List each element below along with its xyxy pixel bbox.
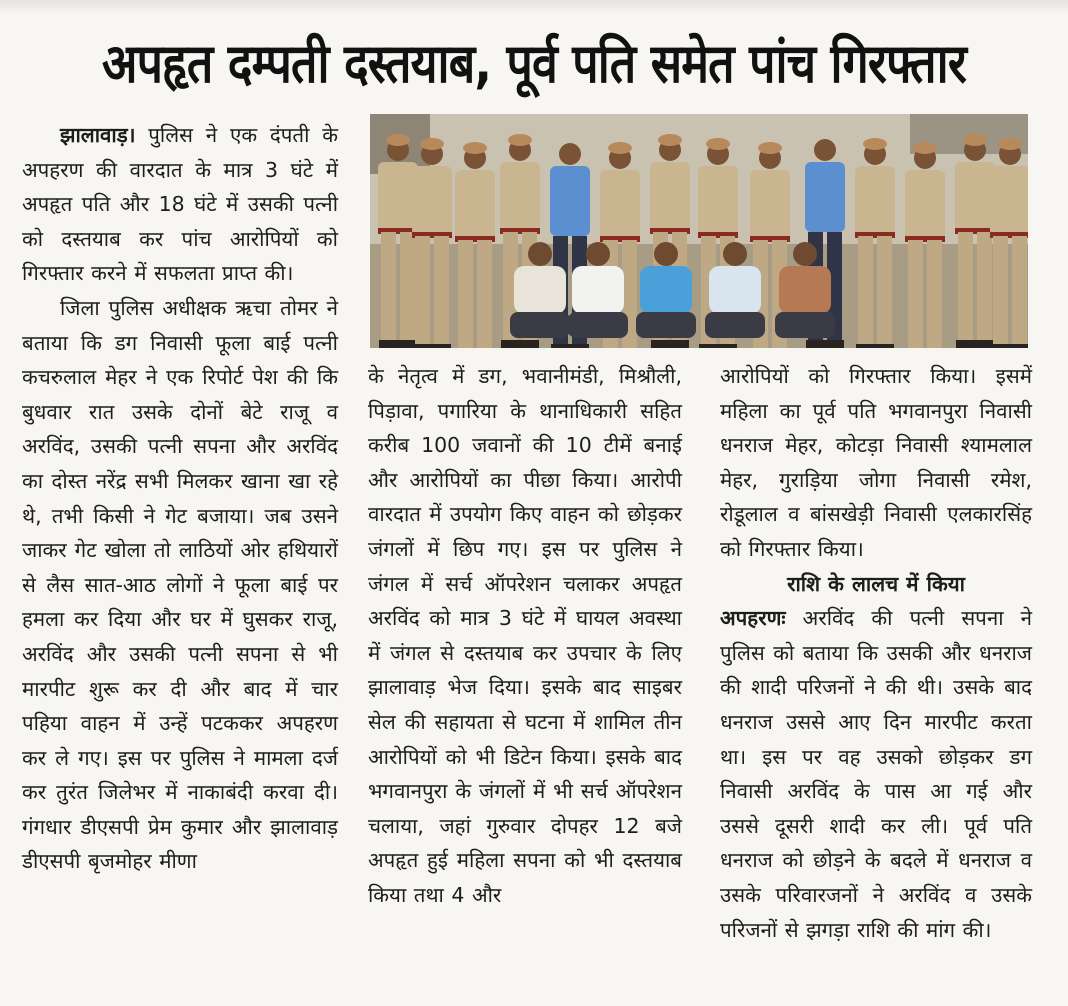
article-column-3	[720, 359, 1032, 947]
paragraph-2: जिला पुलिस अधीक्षक ऋचा तोमर ने बताया कि डग निवासी फूला बाई पत्नी कचरुलाल मेहर ने एक रिपोर्ट पेश की कि बुधवार रात उसके दोनों बेटे राजू व अरविंद, उसकी पत्नी सपना और अरविंद का दोस्त नरेंद्र सभी मिलकर खाना खा रहे थे, तभी किसी ने गेट बजाया। जब उसने जाकर गेट खोला तो लाठियों ओर हथियारों से लैस सात-आठ लोगों ने फूला बाई पर हमला कर दिया और घर में घुसकर राजू, अरविंद और उसकी पत्नी सपना से भी मारपीट शुरू कर दी और बाद में चार पहिया वाहन में उन्हें पटककर अपहरण कर ले गए। इस पर पुलिस ने मामला दर्ज कर तुरंत जिलेभर में नाकाबंदी करवा दी। गंगधार डीएसपी प्रेम कुमार और झालावाड़ डीएसपी बृजमोहर मीणा	[22, 295, 338, 874]
person-leg	[927, 240, 942, 348]
beret	[608, 142, 632, 154]
paragraph-3: के नेतृत्व में डग, भवानीमंडी, मिश्रौली, पिड़ावा, पगारिया के थानाधिकारी सहित करीब 100 जवानों की 10 टीमें बनाई और आरोपियों का पीछा किया। आरोपी वारदात में उपयोग किए वाहन को छोड़कर जंगलों में छिप गए। इस पर पुलिस ने जंगल में सर्च ऑपरेशन चलाकर अपहृत अरविंद को मात्र 3 घंटे में घायल अवस्था में जंगल से दस्तयाब कर उपचार के लिए झालावाड़ भेज दिया। इसके बाद साइबर सेल की सहायता से घटना में शामिल तीन आरोपियों को भी डिटेन किया। इसके बाद भगवानपुरा के जंगलों में भी सर्च ऑपरेशन चलाया, जहां गुरुवार दोपहर 12 बजे अपहृत हुई महिला सपना को भी दस्तयाब किया तथा 4 और	[368, 364, 682, 907]
person-shirt	[650, 162, 690, 232]
article-column-2	[368, 359, 682, 913]
beret	[658, 134, 682, 146]
subheading: राशि के लालच में किया	[787, 571, 965, 596]
person-shoes	[551, 344, 589, 348]
headline: अपहृत दम्पती दस्तयाब, पूर्व पति समेत पांच गिरफ्तार	[102, 32, 966, 95]
beret	[998, 138, 1022, 150]
person-shirt	[600, 170, 640, 240]
accused-head	[586, 242, 610, 266]
person-shoes	[956, 340, 994, 348]
paragraph-4: आरोपियों को गिरफ्तार किया। इसमें महिला का पूर्व पति भगवानपुरा निवासी धनराज मेहर, कोटड़ा निवासी श्यामलाल मेहर, गुराड़िया जोगा निवासी रमेश, रोडूलाल व बांसखेड़ी निवासी एलकारसिंह को गिरफ्तार किया।	[720, 364, 1032, 561]
subheading-lead: अपहरणः	[720, 606, 786, 631]
accused-head	[793, 242, 817, 266]
accused-head	[654, 242, 678, 266]
beret	[386, 134, 410, 146]
person-shoes	[379, 340, 417, 348]
person-leg	[415, 236, 430, 346]
beret	[420, 138, 444, 150]
person-leg	[477, 240, 492, 348]
person-leg	[958, 232, 973, 342]
person-leg	[400, 232, 415, 342]
beret	[913, 142, 937, 154]
beret	[706, 138, 730, 150]
accused-head	[723, 242, 747, 266]
person-shirt	[990, 166, 1028, 236]
person-leg	[1012, 236, 1027, 346]
person-head	[559, 143, 581, 165]
person-shoes	[699, 344, 737, 348]
person-leg	[381, 232, 396, 342]
accused-shirt	[514, 266, 566, 314]
accused-legs	[510, 312, 570, 338]
beret	[863, 138, 887, 150]
person-leg	[434, 236, 449, 346]
person-leg	[977, 232, 992, 342]
person-shirt	[905, 170, 945, 240]
person-shirt	[455, 170, 495, 240]
accused-head	[528, 242, 552, 266]
person-leg	[877, 236, 892, 346]
police-group-photo	[370, 114, 1028, 348]
page-top-strip	[0, 0, 1068, 14]
accused-shirt	[640, 266, 692, 314]
accused-shirt	[779, 266, 831, 314]
paragraph-5	[720, 601, 1032, 947]
person-shoes	[991, 344, 1028, 348]
person-leg	[858, 236, 873, 346]
person-shirt	[805, 162, 845, 232]
person-shoes	[856, 344, 894, 348]
person-leg	[993, 236, 1008, 346]
person-shirt	[500, 162, 540, 232]
person-leg	[458, 240, 473, 348]
accused-legs	[636, 312, 696, 338]
person-shoes	[413, 344, 451, 348]
person-shoes	[501, 340, 539, 348]
beret	[463, 142, 487, 154]
beret	[758, 142, 782, 154]
news-photo	[370, 114, 1028, 348]
person-shirt	[412, 166, 452, 236]
paragraph-5-text: अरविंद की पत्नी सपना ने पुलिस को बताया कि उसकी और धनराज की शादी परिजनों ने की थी। उसके बाद धनराज उससे आए दिन मारपीट करता था। इस पर वह उसको छोड़कर डग निवासी अरविंद के पास आ गई और उससे दूसरी शादी कर ली। पूर्व पति धनराज को छोड़ने के बदले में धनराज व उसके परिवारजनों ने अरविंद व उसके परिजनों से झगड़ा राशि की मांग की।	[720, 606, 1032, 942]
person-shirt	[550, 166, 590, 236]
accused-legs	[568, 312, 628, 338]
accused-shirt	[572, 266, 624, 314]
person-shirt	[698, 166, 738, 236]
person-leg	[908, 240, 923, 348]
paragraph-1-text: पुलिस ने एक दंपती के अपहरण की वारदात के मात्र 3 घंटे में अपहृत पति और 18 घंटे में उसकी पत्नी को दस्तयाब कर पांच आरोपियों को गिरफ्तार करने में सफलता प्राप्त की।	[22, 123, 338, 286]
accused-legs	[705, 312, 765, 338]
person-shirt	[750, 170, 790, 240]
person-head	[814, 139, 836, 161]
accused-legs	[775, 312, 835, 338]
accused-shirt	[709, 266, 761, 314]
person-shoes	[806, 340, 844, 348]
person-shoes	[651, 340, 689, 348]
article-column-1	[22, 118, 338, 879]
person-shirt	[855, 166, 895, 236]
person-shirt	[955, 162, 995, 232]
beret	[963, 134, 987, 146]
beret	[508, 134, 532, 146]
paragraph-1	[22, 118, 338, 291]
dateline: झालावाड़।	[60, 123, 136, 147]
